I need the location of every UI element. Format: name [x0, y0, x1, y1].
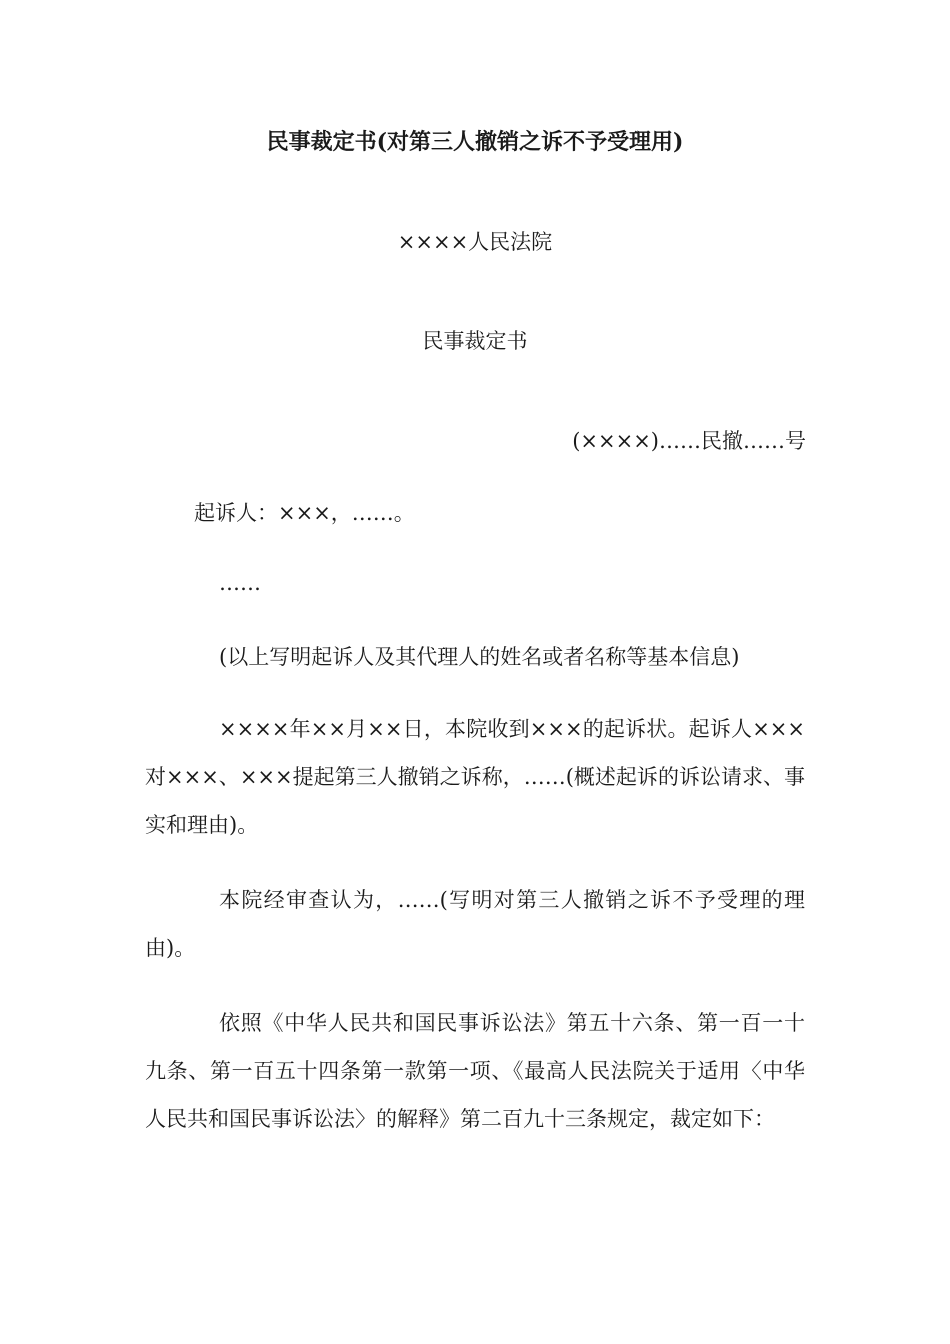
paragraph-legal-basis: 依照《中华人民共和国民事诉讼法》第五十六条、第一百一十九条、第一百五十四条第一款第一项、《最高人民法院关于适用〈中华人民共和国民事诉讼法〉的解释》第二百九十三条规定，裁定如下： [145, 1011, 805, 1131]
document-title: 民事裁定书(对第三人撤销之诉不予受理用) [266, 129, 684, 155]
court-name: ××××人民法院 [397, 230, 553, 254]
case-number: (××××)……民撤……号 [572, 429, 806, 453]
document-type: 民事裁定书 [422, 329, 528, 353]
paragraph-review: 本院经审查认为，……(写明对第三人撤销之诉不予受理的理由)。 [145, 888, 805, 960]
paragraph-received: ××××年××月××日，本院收到×××的起诉状。起诉人×××对×××、×××提起第三人撤销之诉称，……(概述起诉的诉讼请求、事实和理由)。 [145, 717, 805, 837]
ellipsis-line: …… [219, 571, 261, 595]
plaintiff-line: 起诉人：×××，……。 [194, 501, 415, 525]
info-note: (以上写明起诉人及其代理人的姓名或者名称等基本信息) [219, 645, 740, 669]
